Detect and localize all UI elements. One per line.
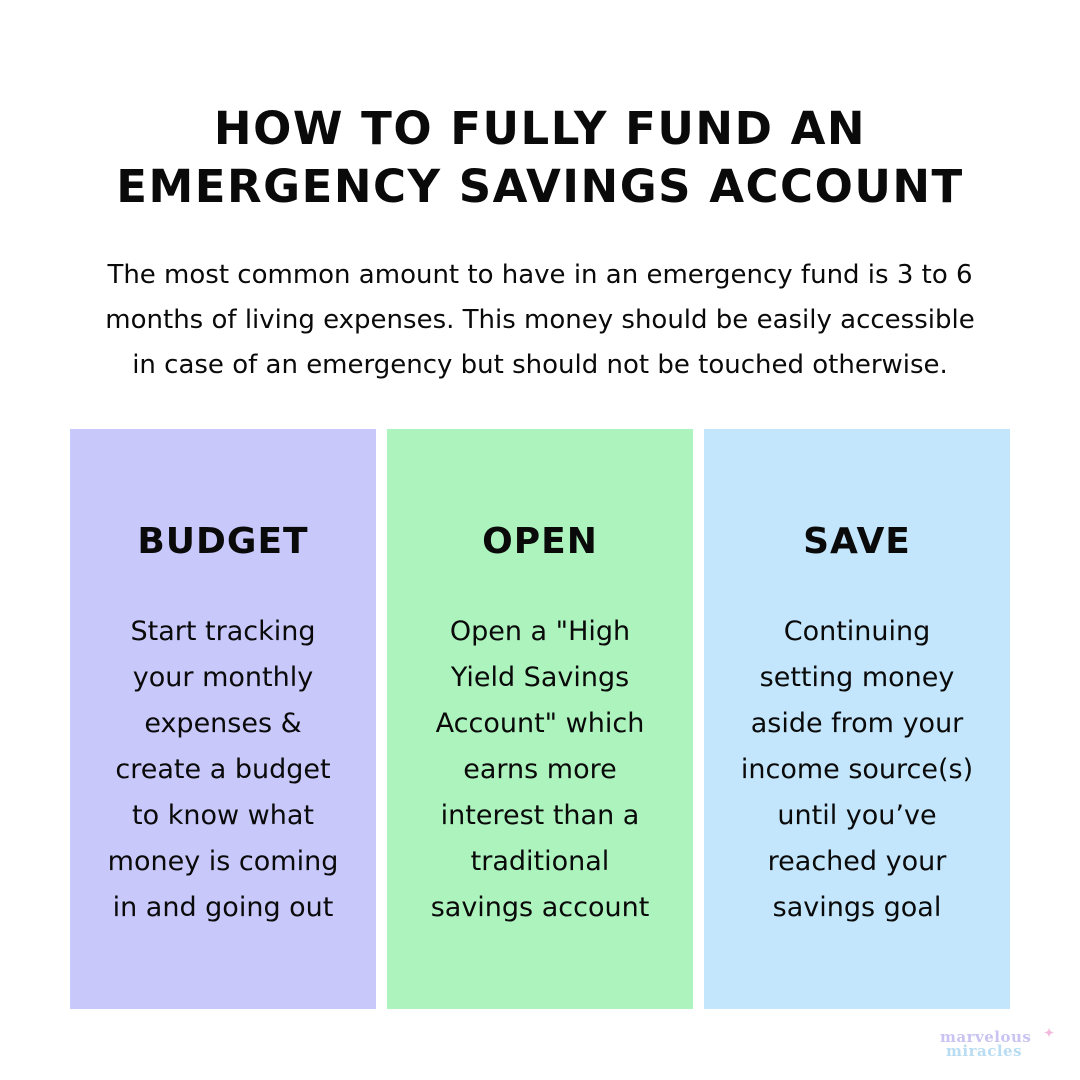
sparkle-icon: ✦ — [1044, 1026, 1055, 1040]
open-card-line: Open a "High — [449, 616, 631, 647]
budget-card-line: your monthly — [132, 662, 314, 693]
open-card-line: interest than a — [440, 800, 640, 831]
logo-line-2: miracles — [946, 1042, 1023, 1060]
save-card-text — [704, 609, 1010, 931]
logo-line-1: marvelous — [940, 1028, 1032, 1046]
budget-card-line: in and going out — [112, 892, 334, 923]
brand-logo — [940, 1026, 1060, 1070]
open-card — [387, 429, 693, 1009]
budget-card-line: expenses & — [144, 708, 302, 739]
intro-line-3: in case of an emergency but should not be touched otherwise. — [132, 350, 948, 380]
page-title — [0, 100, 1080, 216]
intro-line-1: The most common amount to have in an emergency fund is 3 to 6 — [107, 260, 973, 290]
title-line-2: EMERGENCY SAVINGS ACCOUNT — [116, 160, 964, 213]
open-card-heading: OPEN — [482, 521, 598, 562]
budget-card-line: Start tracking — [130, 616, 316, 647]
intro-line-2: months of living expenses. This money should be easily accessible — [105, 305, 975, 335]
save-card — [704, 429, 1010, 1009]
save-card-line: reached your — [767, 846, 947, 877]
budget-card-text — [70, 609, 376, 931]
save-card-line: until you’ve — [777, 800, 937, 831]
save-card-line: setting money — [759, 662, 955, 693]
title-line-1: HOW TO FULLY FUND AN — [213, 102, 867, 155]
save-card-heading: SAVE — [803, 521, 911, 562]
budget-card — [70, 429, 376, 1009]
budget-card-line: money is coming — [107, 846, 339, 877]
save-card-line: Continuing — [783, 616, 931, 647]
budget-card-heading: BUDGET — [137, 521, 309, 562]
open-card-line: traditional — [470, 846, 610, 877]
save-card-line: savings goal — [772, 892, 942, 923]
open-card-line: Account" which — [435, 708, 645, 739]
intro-paragraph — [40, 253, 1040, 388]
open-card-line: Yield Savings — [450, 662, 630, 693]
budget-card-line: to know what — [132, 800, 314, 831]
open-card-line: earns more — [463, 754, 617, 785]
save-card-line: aside from your — [750, 708, 964, 739]
open-card-text — [387, 609, 693, 931]
budget-card-line: create a budget — [115, 754, 331, 785]
save-card-line: income source(s) — [740, 754, 974, 785]
open-card-line: savings account — [430, 892, 650, 923]
